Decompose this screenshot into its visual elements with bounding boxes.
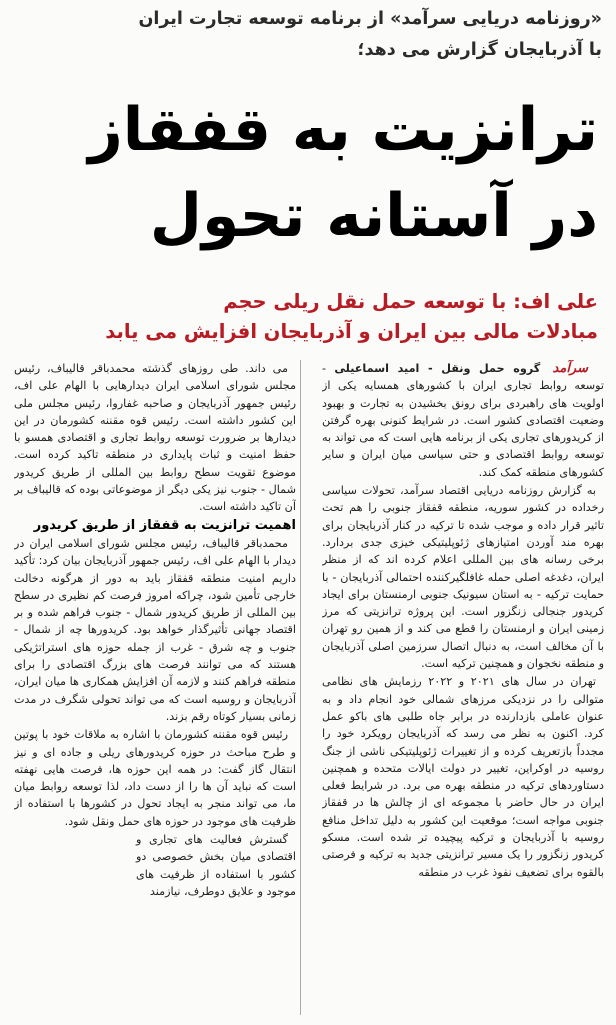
paragraph: محمدباقر قالیباف، رئیس مجلس شورای اسلامی ایران در دیدار با الهام علی اف، رئیس جمهور آذربایجان بیان کرد: تأکید داریم امنیت منطقه قفقاز باید به دور از هرگونه دخالت خارجی تأمین شود، چراکه امروز فرصت کم نظیری در سطح بین المللی از طریق کریدور شمال - جنوب فراهم شده و بر اقتصاد جهانی تأثیرگذار خواهد بود. کریدورها چه از شمال - جنوب و چه شرق - غرب از جمله حوزه های استراتژیکی هستند که می توانند فرصت های بزرگ اقتصادی را برای منطقه فراهم کنند و لازمه آن افزایش همکاری ها میان ایران، آذربایجان و روسیه است که می تواند تحولی شگرف در مدت زمانی بسیار کوتاه رقم بزند.	[14, 536, 296, 723]
paragraph: - توسعه روابط تجاری ایران با کشورهای همسایه یکی از اولویت های راهبردی برای رونق بخشیدن به تجارت و بهبود وضعیت اقتصادی کشور است. در شرایط کنونی بهره گرفتن از کریدورهای تجاری یکی از برنامه هایی است که می تواند به توسعه روابط اقتصادی و حتی سیاسی میان ایران و سایر کشورهای منطقه کمک کند.	[322, 362, 604, 479]
headline-line-2: در آستانه تحول	[149, 181, 598, 251]
article-column-right	[322, 360, 604, 1020]
paragraph: رئیس قوه مقننه کشورمان با اشاره به ملاقات خود با پوتین و طرح مباحث در حوزه کریدورهای ریلی و جاده ای و نیز انتقال گاز گفت: در همه این حوزه ها، فرصت هایی نهفته است که نباید آن ها را از دست داد، لذا توسعه روابط میان ما، می تواند منجر به ایجاد تحول در کشورها با استفاده از ظرفیت های موجود در حوزه های حمل ونقل شود.	[14, 728, 296, 828]
byline: گروه حمل ونقل - امید اسماعیلی	[334, 362, 541, 375]
paragraph: گسترش فعالیت های تجاری و اقتصادی میان بخش خصوصی دو کشور با استفاده از ظرفیت های موجود و علایق دوطرف، نیازمند	[136, 833, 296, 898]
subheadline-line-2: مبادلات مالی بین ایران و آذربایجان افزایش می یابد	[105, 320, 598, 343]
article-column-left	[14, 360, 296, 1020]
kicker	[12, 4, 602, 66]
paragraph: می داند. طی روزهای گذشته محمدباقر قالیباف، رئیس مجلس شورای اسلامی ایران دیدارهایی با الهام علی اف، رئیس جمهور آذربایجان و صاحبه غفاروا، رئیس مجلس ملی این کشور داشته است. رئیس قوه مقننه کشورمان در این دیدارها بر ضرورت توسعه روابط تجاری و اقتصادی همسو با حفظ امنیت و ثبات پایداری در منطقه تاکید کرده است. موضوع تقویت سطح روابط بین المللی از طریق کریدور شمال - جنوب نیز یکی دیگر از موضوعاتی بوده که قالیباف بر آن تاکید داشته است.	[14, 362, 296, 514]
section-heading: اهمیت ترانزیت به قفقاز از طریق کریدور	[33, 517, 296, 533]
kicker-line-2: با آذربایجان گزارش می دهد؛	[357, 40, 602, 60]
kicker-line-1: «روزنامه دریایی سرآمد» از برنامه توسعه تجارت ایران	[138, 9, 602, 29]
headline-line-1: ترانزیت به قفقاز	[88, 95, 598, 165]
paragraph: به گزارش روزنامه دریایی اقتصاد سرآمد، تحولات سیاسی رخداده در کشور سوریه، منطقه قفقاز جنوبی را هم تحت تاثیر قرار داده و موجب شده تا ترکیه در کنار آذربایجان برای بهره مند آوردن امتیازهای ژئوپلیتیکی خیزی جدی بردارد. برخی رسانه های بین المللی اعلام کرده اند که از منظر ایران، دغدغه اصلی حمله غافلگیرکننده احتمالی آذربایجان - با حمایت ترکیه - به استان سیونیک جنوبی ارمنستان برای ایجاد کریدور جنجالی زنگزور است. این پروژه ترانزیتی که مرز زمینی ایران و ارمنستان را قطع می کند و از همین رو تهران با آن مخالف است، به دنبال اتصال سرزمین اصلی آذربایجان و منطقه نخجوان و همچنین ترکیه است.	[322, 484, 604, 671]
subheadline-line-1: علی اف: با توسعه حمل نقل ریلی حجم	[223, 290, 598, 313]
paragraph: تهران در سال های ۲۰۲۱ و ۲۰۲۲ رزمایش های نظامی متوالی را در نزدیکی مرزهای شمالی خود انجام داد و به عنوان عاملی بازدارنده در برابر جاه طلبی های باکو عمل کرد. اکنون به نظر می رسد که آذربایجان رویکرد خود را مجدداً بازتعریف کرده و از تغییرات ژئوپلیتیکی ناشی از جنگ روسیه در اوکراین، تغییر در دولت ایالات متحده و همچنین دستاوردهای ترکیه در منطقه بهره می برد. در شرایط فعلی ایران در حال حاضر با مجموعه ای از چالش ها در قفقاز جنوبی مواجه است؛ موقعیت این کشور به دلیل تداخل منافع روسیه با آذربایجان و ترکیه پیچیده تر شده است. مسکو کریدور زنگزور را یک مسیر ترانزیتی جدید به ترکیه و فرصتی بالقوه برای تضعیف نفوذ غرب در منطقه	[322, 675, 604, 879]
brand-logo: سرآمد	[552, 361, 588, 376]
column-divider	[300, 360, 301, 1015]
